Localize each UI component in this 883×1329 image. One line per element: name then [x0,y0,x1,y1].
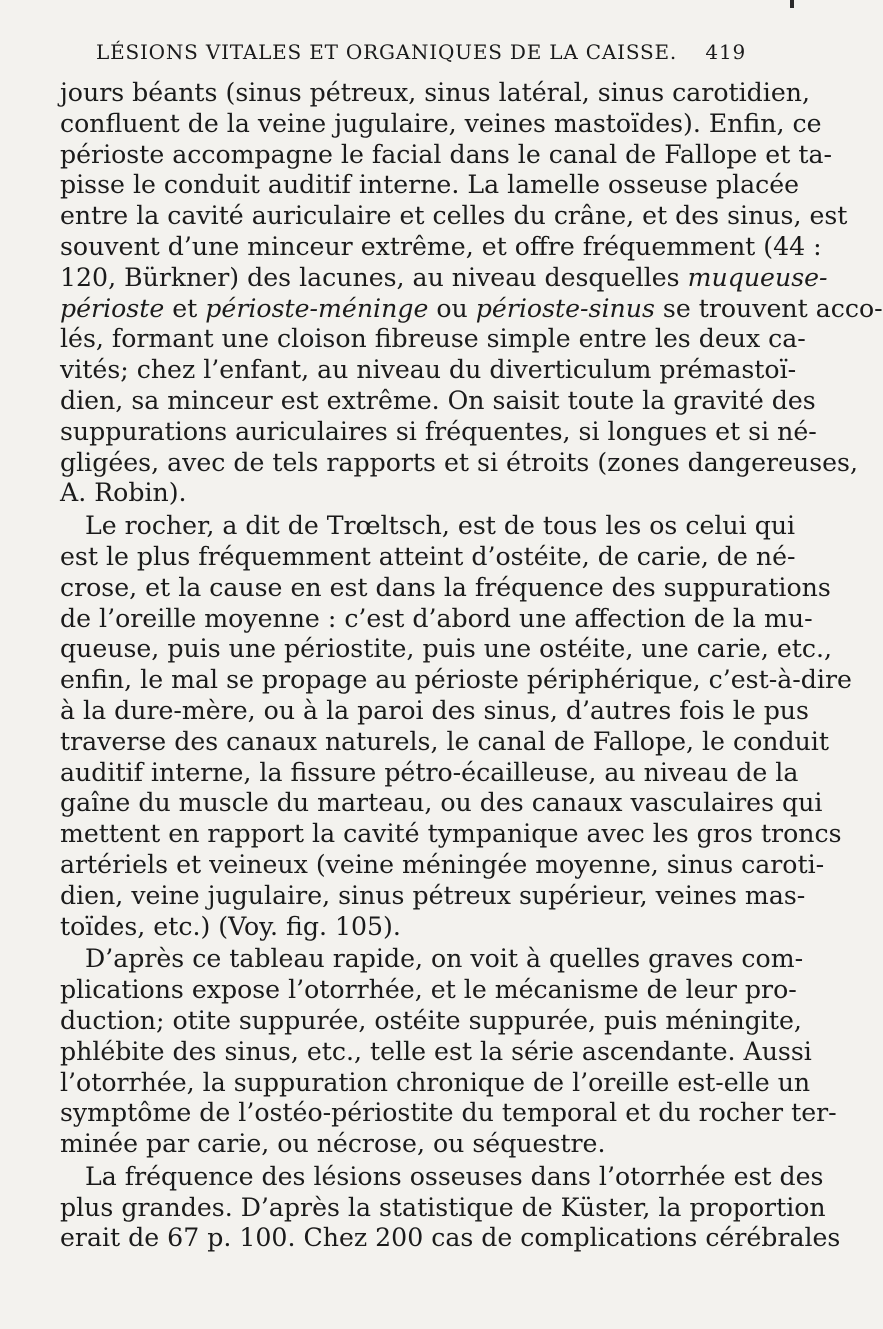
paragraph-3 [60,944,837,1160]
text-line: minée par carie, ou nécrose, ou séquestre. [60,1129,606,1159]
text-line: traverse des canaux naturels, le canal de Fallope, le conduit [60,726,829,756]
text-line: vités; chez l’enfant, au niveau du diverticulum prémastoï- [60,355,797,385]
paragraph-4 [60,1161,841,1254]
paragraph-2 [60,511,852,942]
paragraph-1 [60,78,883,509]
text-line: entre la cavité auriculaire et celles du crâne, et des sinus, est [60,201,848,231]
text-line: périoste et périoste-méninge ou périoste-sinus se trouvent acco- [60,293,883,323]
text-line: crose, et la cause en est dans la fréquence des suppurations [60,572,831,602]
text-line: pisse le conduit auditif interne. La lamelle osseuse placée [60,170,800,200]
text-line: dien, veine jugulaire, sinus pétreux supérieur, veines mas- [60,880,806,910]
text-line: à la dure-mère, ou à la paroi des sinus, d’autres fois le pus [60,695,809,725]
text-line: phlébite des sinus, etc., telle est la série ascendante. Aussi [60,1036,812,1066]
text-line: erait de 67 p. 100. Chez 200 cas de complications cérébrales [60,1223,841,1253]
running-title: LÉSIONS VITALES ET ORGANIQUES DE LA CAISSE. [96,40,678,64]
body-text [60,78,883,1254]
text-line: plus grandes. D’après la statistique de Küster, la proportion [60,1192,826,1222]
text-line: plications expose l’otorrhée, et le mécanisme de leur pro- [60,975,797,1005]
page-number: 419 [705,40,746,64]
text-line: symptôme de l’ostéo-périostite du temporal et du rocher ter- [60,1098,837,1128]
text-line: artériels et veineux (veine méningée moyenne, sinus caroti- [60,849,825,879]
page-edge-mark [790,0,794,8]
text-line: dien, sa minceur est extrême. On saisit toute la gravité des [60,385,816,415]
text-line: mettent en rapport la cavité tympanique avec les gros troncs [60,819,842,849]
text-line: toïdes, etc.) (Voy. fig. 105). [60,911,401,941]
text-line: auditif interne, la fissure pétro-écailleuse, au niveau de la [60,757,799,787]
text-line: A. Robin). [60,478,187,508]
text-line: enfin, le mal se propage au périoste périphérique, c’est-à-dire [60,665,852,695]
text-line: duction; otite suppurée, ostéite suppurée, puis méningite, [60,1005,802,1035]
text-line: 120, Bürkner) des lacunes, au niveau desquelles muqueuse- [60,262,828,292]
text-line: confluent de la veine jugulaire, veines mastoïdes). Enfin, ce [60,108,822,138]
text-line: de l’oreille moyenne : c’est d’abord une affection de la mu- [60,603,813,633]
text-line: queuse, puis une périostite, puis une ostéite, une carie, etc., [60,634,832,664]
running-header [96,40,746,64]
text-line: D’après ce tableau rapide, on voit à quelles graves com- [85,944,804,974]
text-line: jours béants (sinus pétreux, sinus latéral, sinus carotidien, [60,78,810,107]
text-line: périoste accompagne le facial dans le canal de Fallope et ta- [60,139,832,169]
text-line: gaîne du muscle du marteau, ou des canaux vasculaires qui [60,788,823,818]
text-line: l’otorrhée, la suppuration chronique de l’oreille est-elle un [60,1067,811,1097]
text-line: suppurations auriculaires si fréquentes, si longues et si né- [60,416,817,446]
text-line: est le plus fréquemment atteint d’ostéite, de carie, de né- [60,541,796,571]
text-line: lés, formant une cloison fibreuse simple entre les deux ca- [60,324,806,354]
text-line: La fréquence des lésions osseuses dans l’otorrhée est des [85,1161,824,1191]
text-line: gligées, avec de tels rapports et si étroits (zones dangereuses, [60,447,858,477]
text-line: Le rocher, a dit de Trœltsch, est de tous les os celui qui [85,511,796,541]
text-line: souvent d’une minceur extrême, et offre fréquemment (44 : [60,231,822,261]
